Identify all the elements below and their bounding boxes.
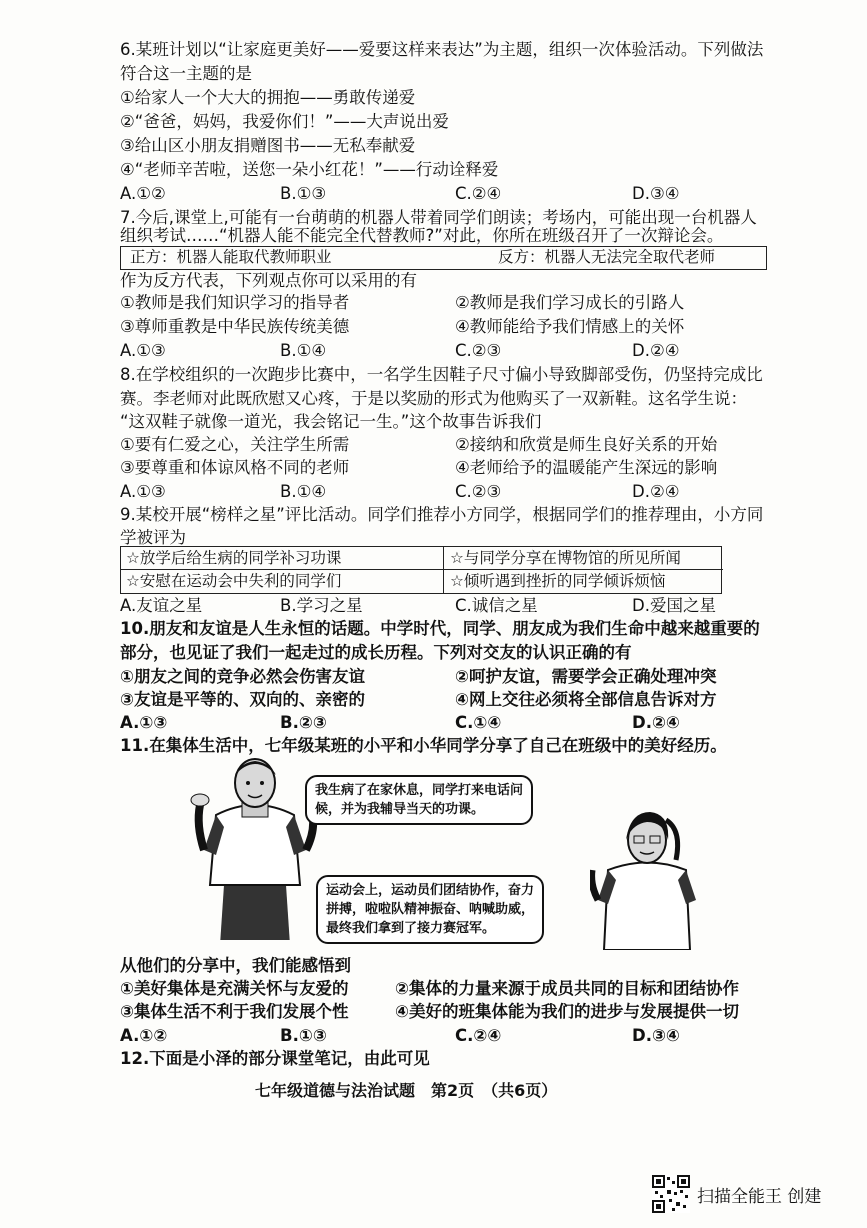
q11-item-3: ③集体生活不利于我们发展个性 [120, 1002, 349, 1021]
q8-option-d: D.②④ [632, 482, 680, 501]
q11-stem-line1: 11.在集体生活中，七年级某班的小平和小华同学分享了自己在班级中的美好经历。 [120, 736, 727, 755]
q9-cell-2: ☆与同学分享在博物馆的所见所闻 [450, 549, 681, 567]
q8-item-3: ③要尊重和体谅风格不同的老师 [120, 458, 350, 477]
q9-cell-1: ☆放学后给生病的同学补习功课 [126, 549, 342, 567]
q9-stem-line1: 9.某校开展“榜样之星”评比活动。同学们推荐小方同学，根据同学们的推荐理由，小方同 [120, 505, 764, 524]
q6-stem-line2: 符合这一主题的是 [120, 64, 252, 83]
page-footer: 七年级道德与法治试题 第2页 （共6页） [255, 1081, 558, 1100]
girl-illustration [590, 800, 705, 950]
q8-option-c: C.②③ [455, 482, 502, 501]
q9-cell-3: ☆安慰在运动会中失利的同学们 [126, 572, 342, 590]
q7-box-left: 正方：机器人能取代教师职业 [130, 248, 332, 266]
girl-speech-line2: 拼搏，啦啦队精神振奋、呐喊助威， [326, 902, 535, 917]
q11-option-b: B.①③ [280, 1026, 327, 1045]
q7-box-right: 反方：机器人无法完全取代老师 [498, 248, 716, 266]
q9-option-c: C.诚信之星 [455, 596, 538, 615]
q7-stem-line3: 作为反方代表，下列观点你可以采用的有 [120, 271, 417, 290]
q10-option-b: B.②③ [280, 713, 327, 732]
q10-item-3: ③友谊是平等的、双向的、亲密的 [120, 690, 365, 709]
q11-option-c: C.②④ [455, 1026, 502, 1045]
q6-item-1: ①给家人一个大大的拥抱——勇敢传递爱 [120, 88, 416, 107]
q8-item-2: ②接纳和欣赏是师生良好关系的开始 [455, 435, 718, 454]
q8-item-4: ④老师给予的温暖能产生深远的影响 [455, 458, 718, 477]
q9-option-d: D.爱国之星 [632, 596, 716, 615]
girl-speech-bubble [316, 875, 544, 944]
scanner-brand-label: 扫描全能王 创建 [697, 1187, 822, 1207]
q10-stem-line1: 10.朋友和友谊是人生永恒的话题。中学时代，同学、朋友成为我们生命中越来越重要的 [120, 619, 760, 638]
q7-option-c: C.②③ [455, 341, 502, 360]
q8-stem-line1: 8.在学校组织的一次跑步比赛中，一名学生因鞋子尺寸偏小导致脚部受伤，仍坚持完成比 [120, 365, 763, 384]
q11-item-2: ②集体的力量来源于成员共同的目标和团结协作 [395, 979, 739, 998]
q11-option-d: D.③④ [632, 1026, 680, 1045]
girl-speech-line1: 运动会上，运动员们团结协作，奋力 [326, 883, 535, 898]
q8-option-a: A.①③ [120, 482, 166, 501]
q7-stem-line2: 组织考试……“机器人能不能完全代替教师?”对此，你所在班级召开了一次辩论会。 [120, 226, 724, 245]
q6-option-c: C.②④ [455, 184, 502, 203]
boy-speech-line1: 我生病了在家休息，同学打来电话问 [315, 783, 524, 798]
q8-stem-line3: “这双鞋子就像一道光，我会铭记一生。”这个故事告诉我们 [120, 412, 542, 431]
q9-option-b: B.学习之星 [280, 596, 363, 615]
q7-option-d: D.②④ [632, 341, 680, 360]
q6-item-2: ②“爸爸，妈妈，我爱你们！”——大声说出爱 [120, 112, 449, 131]
q6-option-d: D.③④ [632, 184, 680, 203]
q7-option-a: A.①③ [120, 341, 166, 360]
q6-stem-line1: 6.某班计划以“让家庭更美好——爱要这样来表达”为主题，组织一次体验活动。下列做法 [120, 40, 764, 59]
q10-item-1: ①朋友之间的竞争必然会伤害友谊 [120, 667, 365, 686]
q7-stem-line1: 7.今后,课堂上,可能有一台萌萌的机器人带着同学们朗读；考场内，可能出现一台机器人 [120, 208, 757, 227]
q7-item-3: ③尊师重教是中华民族传统美德 [120, 317, 350, 336]
q10-option-d: D.②④ [632, 713, 680, 732]
girl-speech-line3: 最终我们拿到了接力赛冠军。 [326, 921, 496, 936]
q11-stem-line2: 从他们的分享中，我们能感悟到 [120, 956, 351, 975]
boy-speech-line2: 候，并为我辅导当天的功课。 [315, 802, 485, 817]
q7-option-b: B.①④ [280, 341, 327, 360]
q8-stem-line2: 赛。李老师对此既欣慰又心疼，于是以奖励的形式为他购买了一双新鞋。这名学生说： [120, 389, 747, 408]
q9-option-a: A.友谊之星 [120, 596, 203, 615]
q7-item-1: ①教师是我们知识学习的指导者 [120, 293, 350, 312]
q9-stem-line2: 学被评为 [120, 528, 186, 547]
boy-illustration [190, 755, 320, 940]
q10-option-a: A.①③ [120, 713, 168, 732]
q7-item-4: ④教师能给予我们情感上的关怀 [455, 317, 685, 336]
q9-cell-4: ☆倾听遇到挫折的同学倾诉烦恼 [450, 572, 666, 590]
q6-option-a: A.①② [120, 184, 166, 203]
q11-option-a: A.①② [120, 1026, 168, 1045]
q6-item-4: ④“老师辛苦啦，送您一朵小红花！”——行动诠释爱 [120, 160, 499, 179]
q11-item-1: ①美好集体是充满关怀与友爱的 [120, 979, 349, 998]
q12-stem-line1: 12.下面是小泽的部分课堂笔记，由此可见 [120, 1049, 430, 1068]
q10-option-c: C.①④ [455, 713, 502, 732]
q10-item-2: ②呵护友谊，需要学会正确处理冲突 [455, 667, 717, 686]
q9-table-col-divider [443, 546, 444, 594]
q7-item-2: ②教师是我们学习成长的引路人 [455, 293, 685, 312]
q10-stem-line2: 部分，也见证了我们一起走过的成长历程。下列对交友的认识正确的有 [120, 643, 632, 662]
q6-item-3: ③给山区小朋友捐赠图书——无私奉献爱 [120, 136, 416, 155]
q8-item-1: ①要有仁爱之心，关注学生所需 [120, 435, 350, 454]
q11-item-4: ④美好的班集体能为我们的进步与发展提供一切 [395, 1002, 739, 1021]
q6-option-b: B.①③ [280, 184, 327, 203]
boy-speech-bubble [305, 775, 533, 825]
qr-code-icon [652, 1175, 690, 1213]
q10-item-4: ④网上交往必须将全部信息告诉对方 [455, 690, 717, 709]
q8-option-b: B.①④ [280, 482, 327, 501]
